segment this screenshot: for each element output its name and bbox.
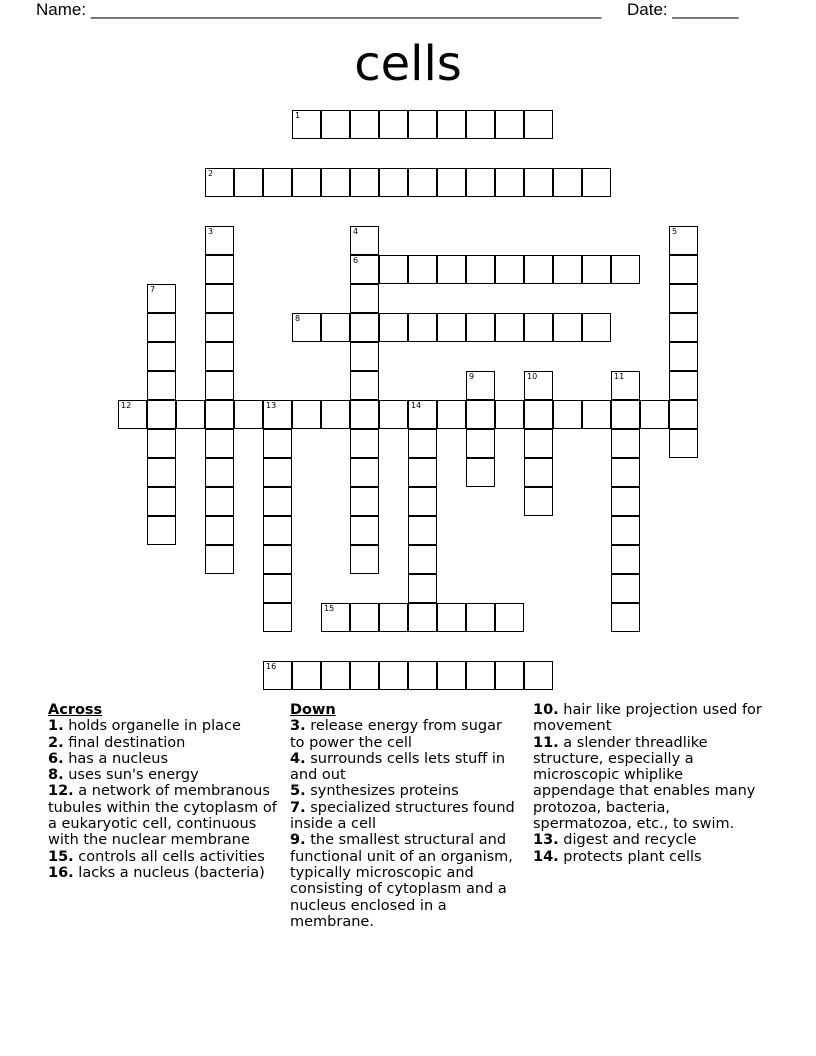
- clue-number: 14.: [533, 848, 559, 865]
- crossword-cell[interactable]: [350, 545, 379, 574]
- crossword-cell[interactable]: [553, 255, 582, 284]
- clue-number: 3: [208, 227, 214, 236]
- clue-number: 11.: [533, 734, 559, 751]
- crossword-cell[interactable]: [350, 284, 379, 313]
- crossword-cell[interactable]: [408, 516, 437, 545]
- clue-number: 1: [295, 111, 301, 120]
- clue-text: surrounds cells lets stuff in and out: [290, 750, 506, 784]
- clue-number: 3.: [290, 718, 306, 735]
- clue-number: 6: [353, 256, 359, 265]
- crossword-cell[interactable]: [466, 313, 495, 342]
- crossword-cell[interactable]: [640, 400, 669, 429]
- crossword-cell[interactable]: [669, 226, 698, 255]
- clue-text: specialized structures found inside a cell: [290, 799, 515, 833]
- crossword-cell[interactable]: [611, 429, 640, 458]
- crossword-cell[interactable]: [553, 168, 582, 197]
- clue-number: 16: [266, 662, 277, 671]
- crossword-cell[interactable]: [582, 400, 611, 429]
- clue-text: the smallest structural and functional unit of an organism, typically microscopic and consisting of cytoplasm and a nucleus enclosed in a membrane.: [290, 832, 513, 930]
- crossword-cell[interactable]: [495, 400, 524, 429]
- crossword-cell[interactable]: [350, 110, 379, 139]
- crossword-cell[interactable]: [234, 400, 263, 429]
- clue-text: controls all cells activities: [78, 848, 265, 865]
- clue-text: a slender threadlike structure, especially a microscopic whiplike appendage that enables many protozoa, bacteria, spermatozoa, etc., to swim.: [533, 734, 756, 833]
- crossword-cell[interactable]: [263, 400, 292, 429]
- crossword-cell[interactable]: [611, 487, 640, 516]
- crossword-cell[interactable]: [408, 603, 437, 632]
- crossword-cell[interactable]: [524, 400, 553, 429]
- crossword-cell[interactable]: [466, 458, 495, 487]
- crossword-cell[interactable]: [350, 400, 379, 429]
- clue-item: [290, 718, 518, 751]
- crossword-cell[interactable]: [147, 371, 176, 400]
- crossword-cell[interactable]: [379, 255, 408, 284]
- crossword-cell[interactable]: [147, 400, 176, 429]
- crossword-cell[interactable]: [524, 168, 553, 197]
- crossword-cell[interactable]: [466, 429, 495, 458]
- crossword-cell[interactable]: [205, 313, 234, 342]
- crossword-cell[interactable]: [147, 516, 176, 545]
- crossword-cell[interactable]: [205, 487, 234, 516]
- crossword-cell[interactable]: [263, 429, 292, 458]
- clue-text: lacks a nucleus (bacteria): [78, 864, 265, 881]
- crossword-cell[interactable]: [408, 429, 437, 458]
- clue-text: digest and recycle: [563, 832, 697, 849]
- crossword-cell[interactable]: [263, 487, 292, 516]
- clue-number: 8: [295, 314, 301, 323]
- clue-number: 2.: [48, 734, 64, 751]
- clue-item: [48, 735, 280, 751]
- crossword-cell[interactable]: [611, 400, 640, 429]
- crossword-cell[interactable]: [147, 458, 176, 487]
- crossword-cell[interactable]: [263, 168, 292, 197]
- page-title: cells: [354, 36, 462, 92]
- crossword-cell[interactable]: [437, 313, 466, 342]
- clue-text: hair like projection used for movement: [533, 702, 762, 735]
- crossword-cell[interactable]: [292, 110, 321, 139]
- crossword-cell[interactable]: [408, 400, 437, 429]
- clue-number: 9.: [290, 832, 306, 849]
- crossword-cell[interactable]: [263, 516, 292, 545]
- crossword-cell[interactable]: [437, 110, 466, 139]
- clue-number: 12.: [48, 783, 74, 800]
- clue-number: 13: [266, 401, 277, 410]
- crossword-cell[interactable]: [437, 168, 466, 197]
- clue-number: 15.: [48, 848, 74, 865]
- crossword-cell[interactable]: [350, 313, 379, 342]
- clue-item: [48, 865, 280, 881]
- clue-number: 13.: [533, 832, 559, 849]
- clue-number: 16.: [48, 864, 74, 881]
- crossword-cell[interactable]: [147, 284, 176, 313]
- crossword-cell[interactable]: [524, 255, 553, 284]
- crossword-cell[interactable]: [379, 313, 408, 342]
- crossword-cell[interactable]: [611, 458, 640, 487]
- clue-number: 9: [469, 372, 475, 381]
- crossword-cell[interactable]: [234, 168, 263, 197]
- crossword-cell[interactable]: [611, 545, 640, 574]
- clue-number: 7: [150, 285, 156, 294]
- crossword-cell[interactable]: [292, 168, 321, 197]
- crossword-cell[interactable]: [176, 400, 205, 429]
- clue-text: release energy from sugar to power the cell: [290, 718, 502, 751]
- crossword-cell[interactable]: [350, 516, 379, 545]
- crossword-cell[interactable]: [524, 458, 553, 487]
- down-clues: [290, 702, 518, 930]
- clue-text: has a nucleus: [68, 750, 168, 767]
- clue-number: 10: [527, 372, 538, 381]
- crossword-cell[interactable]: [205, 168, 234, 197]
- crossword-cell[interactable]: [379, 400, 408, 429]
- crossword-cell[interactable]: [147, 487, 176, 516]
- clue-item: [48, 783, 280, 848]
- crossword-cell[interactable]: [669, 284, 698, 313]
- crossword-cell[interactable]: [437, 603, 466, 632]
- clue-number: 5: [672, 227, 678, 236]
- clue-number: 7.: [290, 799, 306, 816]
- crossword-cell[interactable]: [408, 487, 437, 516]
- crossword-cell[interactable]: [524, 371, 553, 400]
- clue-number: 1.: [48, 718, 64, 735]
- crossword-cell[interactable]: [205, 255, 234, 284]
- clue-item: [533, 849, 768, 865]
- crossword-cell[interactable]: [321, 168, 350, 197]
- crossword-cell[interactable]: [611, 603, 640, 632]
- crossword-cell[interactable]: [408, 168, 437, 197]
- crossword-cell[interactable]: [466, 371, 495, 400]
- crossword-cell[interactable]: [408, 545, 437, 574]
- crossword-cell[interactable]: [466, 603, 495, 632]
- crossword-cell[interactable]: [669, 342, 698, 371]
- clue-item: [48, 751, 280, 767]
- clue-item: [290, 751, 518, 784]
- crossword-cell[interactable]: [669, 313, 698, 342]
- crossword-cell[interactable]: [350, 487, 379, 516]
- crossword-cell[interactable]: [669, 371, 698, 400]
- clue-number: 5.: [290, 783, 306, 800]
- crossword-cell[interactable]: [437, 255, 466, 284]
- clue-item: [533, 702, 768, 735]
- crossword-cell[interactable]: [350, 603, 379, 632]
- crossword-cell[interactable]: [147, 342, 176, 371]
- crossword-cell[interactable]: [263, 545, 292, 574]
- crossword-cell[interactable]: [437, 400, 466, 429]
- clue-text: a network of membranous tubules within the cytoplasm of a eukaryotic cell, continuous with the nuclear membrane: [48, 783, 277, 849]
- crossword-cell[interactable]: [205, 429, 234, 458]
- crossword-cell[interactable]: [205, 516, 234, 545]
- clue-text: protects plant cells: [563, 848, 702, 865]
- crossword-cell[interactable]: [495, 603, 524, 632]
- crossword-cell[interactable]: [292, 313, 321, 342]
- date-field: Date: _______: [627, 0, 739, 19]
- crossword-cell[interactable]: [205, 545, 234, 574]
- crossword-cell[interactable]: [466, 400, 495, 429]
- crossword-cell[interactable]: [263, 603, 292, 632]
- name-field: Name: ______________________________________________________: [36, 0, 602, 19]
- clue-text: final destination: [68, 734, 186, 751]
- clue-number: 8.: [48, 767, 64, 784]
- clue-text: uses sun's energy: [68, 767, 199, 784]
- crossword-cell[interactable]: [553, 400, 582, 429]
- crossword-cell[interactable]: [408, 110, 437, 139]
- crossword-cell[interactable]: [524, 487, 553, 516]
- crossword-cell[interactable]: [205, 458, 234, 487]
- clue-number: 4.: [290, 750, 306, 767]
- crossword-cell[interactable]: [553, 313, 582, 342]
- crossword-cell[interactable]: [205, 226, 234, 255]
- crossword-cell[interactable]: [408, 313, 437, 342]
- crossword-cell[interactable]: [466, 168, 495, 197]
- clue-number: 4: [353, 227, 359, 236]
- crossword-cell[interactable]: [350, 342, 379, 371]
- crossword-cell[interactable]: [263, 661, 292, 690]
- crossword-cell[interactable]: [611, 371, 640, 400]
- crossword-cell[interactable]: [524, 661, 553, 690]
- clue-item: [48, 718, 280, 734]
- clue-number: 14: [411, 401, 422, 410]
- crossword-cell[interactable]: [669, 429, 698, 458]
- crossword-cell[interactable]: [321, 400, 350, 429]
- crossword-cell[interactable]: [582, 313, 611, 342]
- crossword-cell[interactable]: [350, 371, 379, 400]
- crossword-cell[interactable]: [495, 255, 524, 284]
- crossword-cell[interactable]: [408, 661, 437, 690]
- crossword-cell[interactable]: [611, 574, 640, 603]
- clue-item: [533, 735, 768, 833]
- clue-item: [48, 849, 280, 865]
- crossword-cell[interactable]: [350, 458, 379, 487]
- down-heading: Down: [290, 702, 336, 718]
- crossword-cell[interactable]: [611, 255, 640, 284]
- crossword-cell[interactable]: [524, 110, 553, 139]
- crossword-cell[interactable]: [495, 313, 524, 342]
- crossword-cell[interactable]: [147, 313, 176, 342]
- clue-number: 6.: [48, 750, 64, 767]
- crossword-cell[interactable]: [408, 458, 437, 487]
- crossword-cell[interactable]: [437, 661, 466, 690]
- across-clues: [48, 702, 280, 881]
- crossword-cell[interactable]: [379, 110, 408, 139]
- clue-item: [290, 800, 518, 833]
- clue-item: [48, 767, 280, 783]
- crossword-cell[interactable]: [524, 429, 553, 458]
- crossword-cell[interactable]: [350, 661, 379, 690]
- crossword-cell[interactable]: [669, 255, 698, 284]
- crossword-cell[interactable]: [205, 371, 234, 400]
- crossword-cell[interactable]: [321, 661, 350, 690]
- crossword-cell[interactable]: [292, 400, 321, 429]
- crossword-cell[interactable]: [669, 400, 698, 429]
- crossword-cell[interactable]: [408, 574, 437, 603]
- crossword-cell[interactable]: [350, 255, 379, 284]
- clue-number: 11: [614, 372, 625, 381]
- crossword-cell[interactable]: [118, 400, 147, 429]
- clue-number: 2: [208, 169, 214, 178]
- crossword-cell[interactable]: [147, 429, 176, 458]
- crossword-cell[interactable]: [495, 661, 524, 690]
- crossword-cell[interactable]: [292, 661, 321, 690]
- crossword-cell[interactable]: [582, 168, 611, 197]
- crossword-cell[interactable]: [263, 574, 292, 603]
- clue-text: synthesizes proteins: [310, 783, 459, 800]
- crossword-cell[interactable]: [263, 458, 292, 487]
- crossword-cell[interactable]: [495, 168, 524, 197]
- crossword-cell[interactable]: [205, 400, 234, 429]
- crossword-cell[interactable]: [495, 110, 524, 139]
- crossword-cell[interactable]: [321, 110, 350, 139]
- crossword-cell[interactable]: [379, 168, 408, 197]
- clue-number: 12: [121, 401, 132, 410]
- clue-text: holds organelle in place: [68, 718, 241, 735]
- clue-item: [533, 832, 768, 848]
- crossword-cell[interactable]: [611, 516, 640, 545]
- crossword-cell[interactable]: [466, 110, 495, 139]
- down-clues-continued: [533, 702, 768, 865]
- crossword-cell[interactable]: [408, 255, 437, 284]
- crossword-cell[interactable]: [524, 313, 553, 342]
- across-heading: Across: [48, 702, 103, 718]
- clue-item: [290, 832, 518, 930]
- crossword-cell[interactable]: [205, 284, 234, 313]
- crossword-cell[interactable]: [321, 603, 350, 632]
- crossword-cell[interactable]: [379, 661, 408, 690]
- crossword-cell[interactable]: [350, 168, 379, 197]
- crossword-cell[interactable]: [350, 226, 379, 255]
- crossword-cell[interactable]: [466, 255, 495, 284]
- crossword-cell[interactable]: [582, 255, 611, 284]
- crossword-cell[interactable]: [205, 342, 234, 371]
- crossword-cell[interactable]: [350, 429, 379, 458]
- crossword-cell[interactable]: [379, 603, 408, 632]
- clue-number: 15: [324, 604, 335, 613]
- clue-item: [290, 783, 518, 799]
- crossword-cell[interactable]: [321, 313, 350, 342]
- crossword-cell[interactable]: [466, 661, 495, 690]
- clue-number: 10.: [533, 702, 559, 718]
